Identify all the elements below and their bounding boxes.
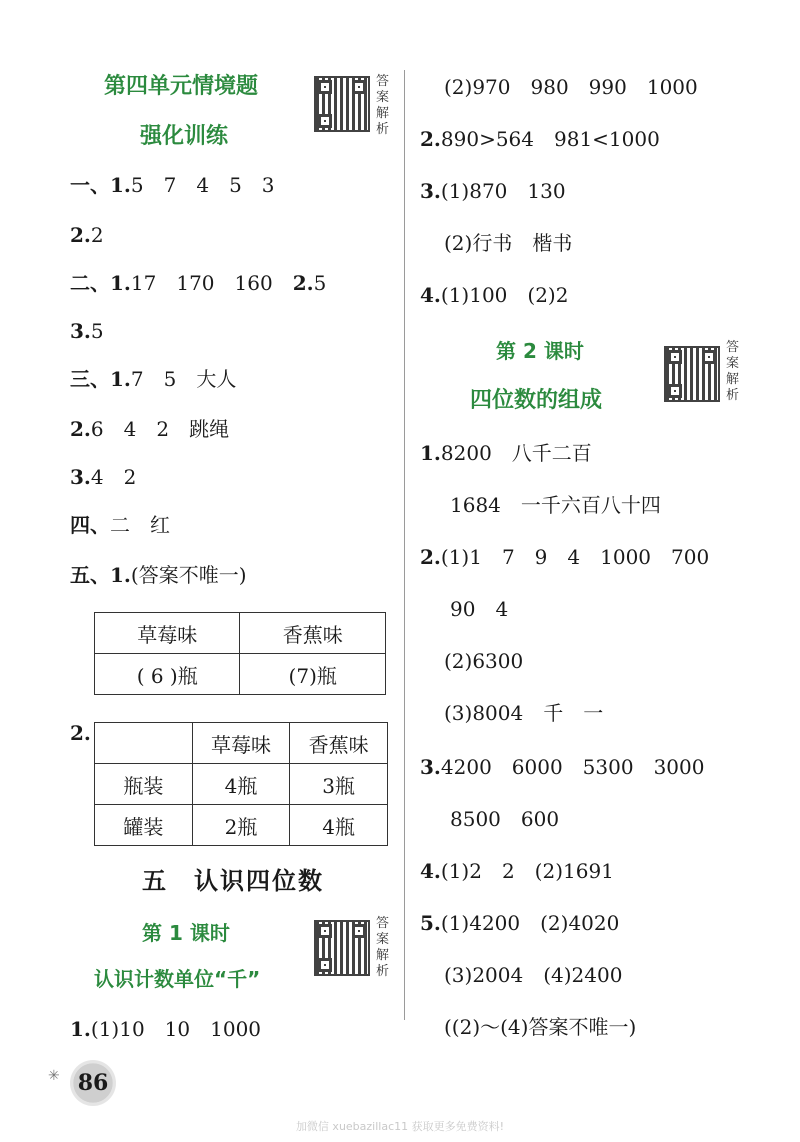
answer-line-8: 四、二 红 (70, 513, 170, 537)
star-decoration-icon: ✳ (48, 1068, 60, 1084)
watermark: 加微信 xuebazillac11 获取更多免费资料! (295, 1120, 505, 1133)
answer-line-7: 3.4 2 (70, 465, 137, 489)
table-header-cell: 香蕉味 (290, 723, 388, 764)
left-column (70, 60, 400, 1060)
answer-line: 8500 600 (450, 807, 560, 831)
table-cell: (7)瓶 (240, 654, 386, 695)
answer-line-6: 2.6 4 2 跳绳 (70, 417, 230, 441)
answer-line: ((2)～(4)答案不唯一) (444, 1015, 637, 1039)
answer-line: 4.(1)100 (2)2 (420, 283, 569, 307)
section-title: 第四单元情境题 (104, 74, 259, 99)
flavor-table-2 (94, 722, 388, 846)
qr-caption: 答案解析 (726, 340, 740, 403)
answer-line: 90 4 (450, 597, 509, 621)
answer-line: (2)6300 (444, 649, 524, 673)
page-number: 86 (70, 1060, 116, 1106)
qr-caption: 答案解析 (376, 916, 390, 979)
answer-line: (3)8004 千 一 (444, 701, 604, 725)
table-row (95, 805, 388, 846)
table-cell: 3瓶 (290, 764, 388, 805)
answer-line: 2.(1)1 7 9 4 1000 700 (420, 545, 710, 569)
unit-title: 五 认识四位数 (142, 867, 324, 895)
answer-line: (3)2004 (4)2400 (444, 963, 623, 987)
lesson2-subtitle: 四位数的组成 (470, 388, 603, 413)
table-header-cell: 香蕉味 (240, 613, 386, 654)
answer-line: 2.890>564 981<1000 (420, 127, 660, 151)
table-cell: 罐装 (95, 805, 193, 846)
right-column (420, 60, 780, 1060)
answer-line: 3.(1)870 130 (420, 179, 566, 203)
qr-code-icon[interactable] (314, 76, 370, 132)
table-header-cell: 草莓味 (95, 613, 240, 654)
table-cell: ( 6 )瓶 (95, 654, 240, 695)
answer-line: 1684 一千六百八十四 (450, 493, 661, 517)
answer-line-9: 五、1.(答案不唯一) (70, 563, 247, 587)
table-cell: 瓶装 (95, 764, 193, 805)
lesson2-title: 第 2 课时 (496, 339, 584, 363)
table2-label: 2. (70, 721, 91, 745)
lesson1-title: 第 1 课时 (142, 921, 230, 945)
qr-code-icon[interactable] (664, 346, 720, 402)
answer-line-2: 2.2 (70, 223, 104, 247)
answer-line: 4.(1)2 2 (2)1691 (420, 859, 614, 883)
answer-line-1: 一、1.5 7 4 5 3 (70, 173, 275, 197)
flavor-table-1 (94, 612, 386, 695)
section-subtitle: 强化训练 (140, 124, 229, 149)
answer-line-5: 三、1.7 5 大人 (70, 367, 237, 391)
table-row (95, 764, 388, 805)
table-header-cell (95, 723, 193, 764)
answer-line: 1.8200 八千二百 (420, 441, 592, 465)
answer-line: 5.(1)4200 (2)4020 (420, 911, 620, 935)
table-header-cell: 草莓味 (192, 723, 290, 764)
qr-code-icon[interactable] (314, 920, 370, 976)
table-cell: 2瓶 (192, 805, 290, 846)
column-divider (404, 70, 405, 1020)
answer-line: (2)行书 楷书 (444, 231, 573, 255)
answer-line-4: 3.5 (70, 319, 104, 343)
answer-line-10: 1.(1)10 10 1000 (70, 1017, 262, 1041)
answer-line-3: 二、1.17 170 160 2.5 (70, 271, 327, 295)
answer-line: 3.4200 6000 5300 3000 (420, 755, 705, 779)
table-cell: 4瓶 (192, 764, 290, 805)
table-cell: 4瓶 (290, 805, 388, 846)
answer-line: (2)970 980 990 1000 (444, 75, 698, 99)
lesson1-subtitle: 认识计数单位“千” (94, 967, 261, 991)
qr-caption: 答案解析 (376, 74, 390, 137)
